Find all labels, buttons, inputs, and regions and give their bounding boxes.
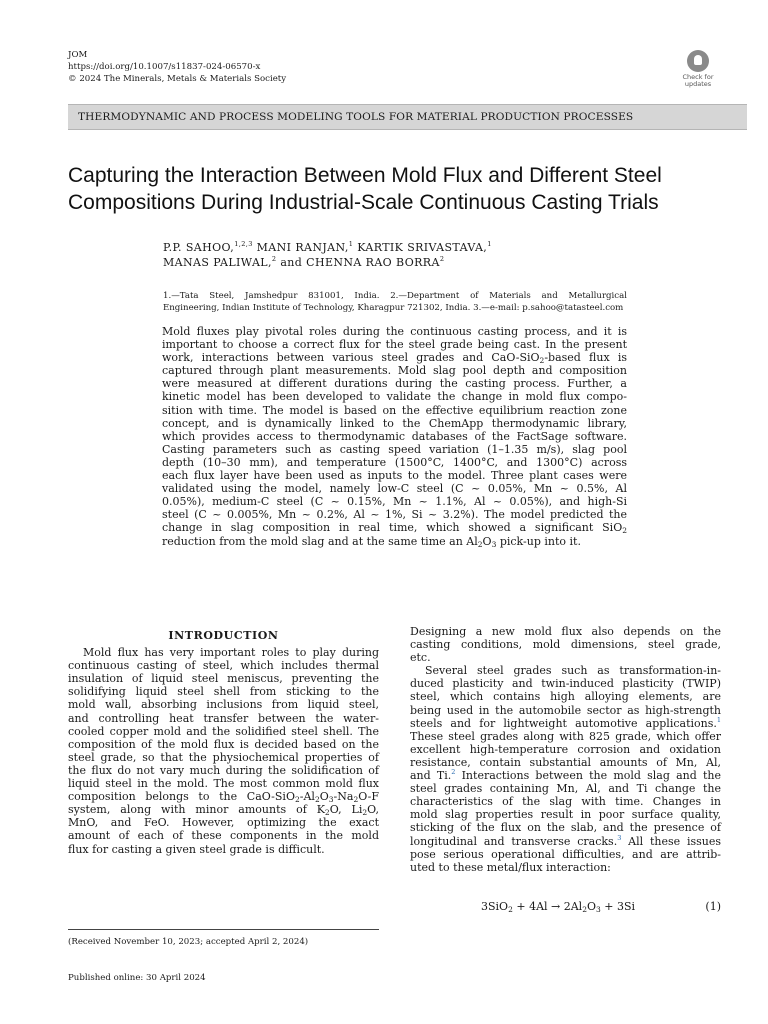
- citation-link[interactable]: 2: [451, 768, 456, 777]
- affiliations: 1.—Tata Steel, Jamshedpur 831001, India. 2.—Department of Materials and Metallurgical Engineering, Indian Institute of Technology, Kharagpur 721302, India. 3.—e-mail: p.sahoo@tatasteel.com: [163, 291, 627, 314]
- doi-link[interactable]: https://doi.org/10.1007/s11837-024-06570-x: [68, 62, 261, 73]
- crossmark-icon: [687, 50, 709, 72]
- citation-link[interactable]: 3: [617, 833, 622, 842]
- equation-expression: $3SiO_2 + 4Al \to 2Al_2O_3 + 3Si$: [481, 900, 636, 914]
- abstract: Mold fluxes play pivotal roles during the continuous casting process, and it is important to choose a correct flux for the steel grade being cast. In the present work, interactions between various steel grades and CaO-SiO$_2$-based flux is captured through plant measurements. Mold slag pool depth and composition were measured at different durations during the casting process. Further, a kinetic model has been developed to validate the change in mold flux compo- sition with time. The model is based on the effective equilibrium reaction zone concept, and is dynamically linked to the ChemApp thermodynamic library, which provides access to thermodynamic databases of the FactSage software. Casting parameters such as casting speed variation (1–1.35 m/s), slag pool depth (10–30 mm), and temperature (1500°C, 1400°C, and 1300°C) across each flux layer have been used as inputs to the model. Three plant cases were validated using the model, namely low-C steel (C ~ 0.05%, Mn ~ 0.5%, Al 0.05%), medium-C steel (C ~ 0.15%, Mn ~ 1.1%, Al ~ 0.05%), and high-Si steel (C ~ 0.005%, Mn ~ 0.2%, Al ~ 1%, Si ~ 3.2%). The model predicted the change in slag composition in real time, which showed a significant SiO$_2$ reduction from the mold slag and at the same time an $Al_2O_3$ pick-up into it.: [162, 325, 627, 549]
- author-line-1: P.P. SAHOO,$^{1,2,3}$ MANI RANJAN,$^1$ KARTIK SRIVASTAVA,$^1$: [163, 240, 492, 254]
- article-meta: [68, 49, 286, 86]
- citation-link[interactable]: 1: [716, 715, 721, 724]
- received-dates: (Received November 10, 2023; accepted April 2, 2024): [68, 937, 309, 947]
- author-list: [163, 241, 492, 270]
- check-for-updates-text: Check for updates: [682, 73, 714, 88]
- section-heading-introduction: INTRODUCTION: [168, 629, 279, 642]
- left-column: INTRODUCTION Mold flux has very important roles to play during continuous casting of steel, which includes thermal insulation of liquid steel meniscus, preventing the solidifying liquid steel shell from sticking to the mold wall, absorbing inclusions from liquid steel, and controlling heat transfer between the water- cooled copper mold and the solidified steel shell. The composition of the mold flux is decided based on the steel grade, so that the physiochemical properties of the flux do not vary much during the solidification of liquid steel in the mold. The most common mold flux composition belongs to the CaO-$SiO_2-Al_2O_3-Na_2O-F$ system, along with minor amounts of $K_2O$, $Li_2O$, MnO, and FeO. However, optimizing the exact amount of each of these components in the mold flux for casting a given steel grade is difficult.: [68, 629, 379, 856]
- footnote-divider: [68, 929, 379, 930]
- section-banner: [68, 104, 747, 130]
- copyright-line: © 2024 The Minerals, Metals & Materials Society: [68, 74, 287, 85]
- check-for-updates-badge[interactable]: [677, 50, 719, 90]
- article-title: Capturing the Interaction Between Mold Flux and Different Steel Compositions During Industrial-Scale Continuous Casting Trials: [68, 164, 662, 214]
- published-date: Published online: 30 April 2024: [68, 973, 206, 983]
- author-line-2: MANAS PALIWAL,$^2$ and CHENNA RAO BORRA$^2$: [163, 254, 445, 269]
- right-column: Designing a new mold flux also depends on the casting conditions, mold dimensions, steel grade, etc. Several steel grades such as transformation-in- duced plasticity and twin-induced plasticity (TWIP) steel, which contains high alloying elements, are being used in the automobile sector as high-strength steels and for lightweight automotive applications.$^1$ These steel grades along with 825 grade, which offer excellent high-temperature corrosion and oxidation resistance, contain substantial amounts of Mn, Al, and Ti.$^2$ Interactions between the mold slag and the steel grades containing Mn, Al, and Ti change the characteristics of the slag with time. Changes in mold slag properties result in poor surface quality, sticking of the flux on the slab, and the presence of longitudinal and transverse cracks.$^3$ All these issues pose serious operational difficulties, and are attrib- uted to these metal/flux interaction:: [410, 625, 721, 874]
- equation-number: (1): [705, 900, 721, 913]
- section-banner-text: THERMODYNAMIC AND PROCESS MODELING TOOLS FOR MATERIAL PRODUCTION PROCESSES: [78, 111, 634, 123]
- journal-name: JOM: [68, 50, 88, 60]
- paragraph-line: Mold flux has very important roles to play during: [83, 646, 379, 660]
